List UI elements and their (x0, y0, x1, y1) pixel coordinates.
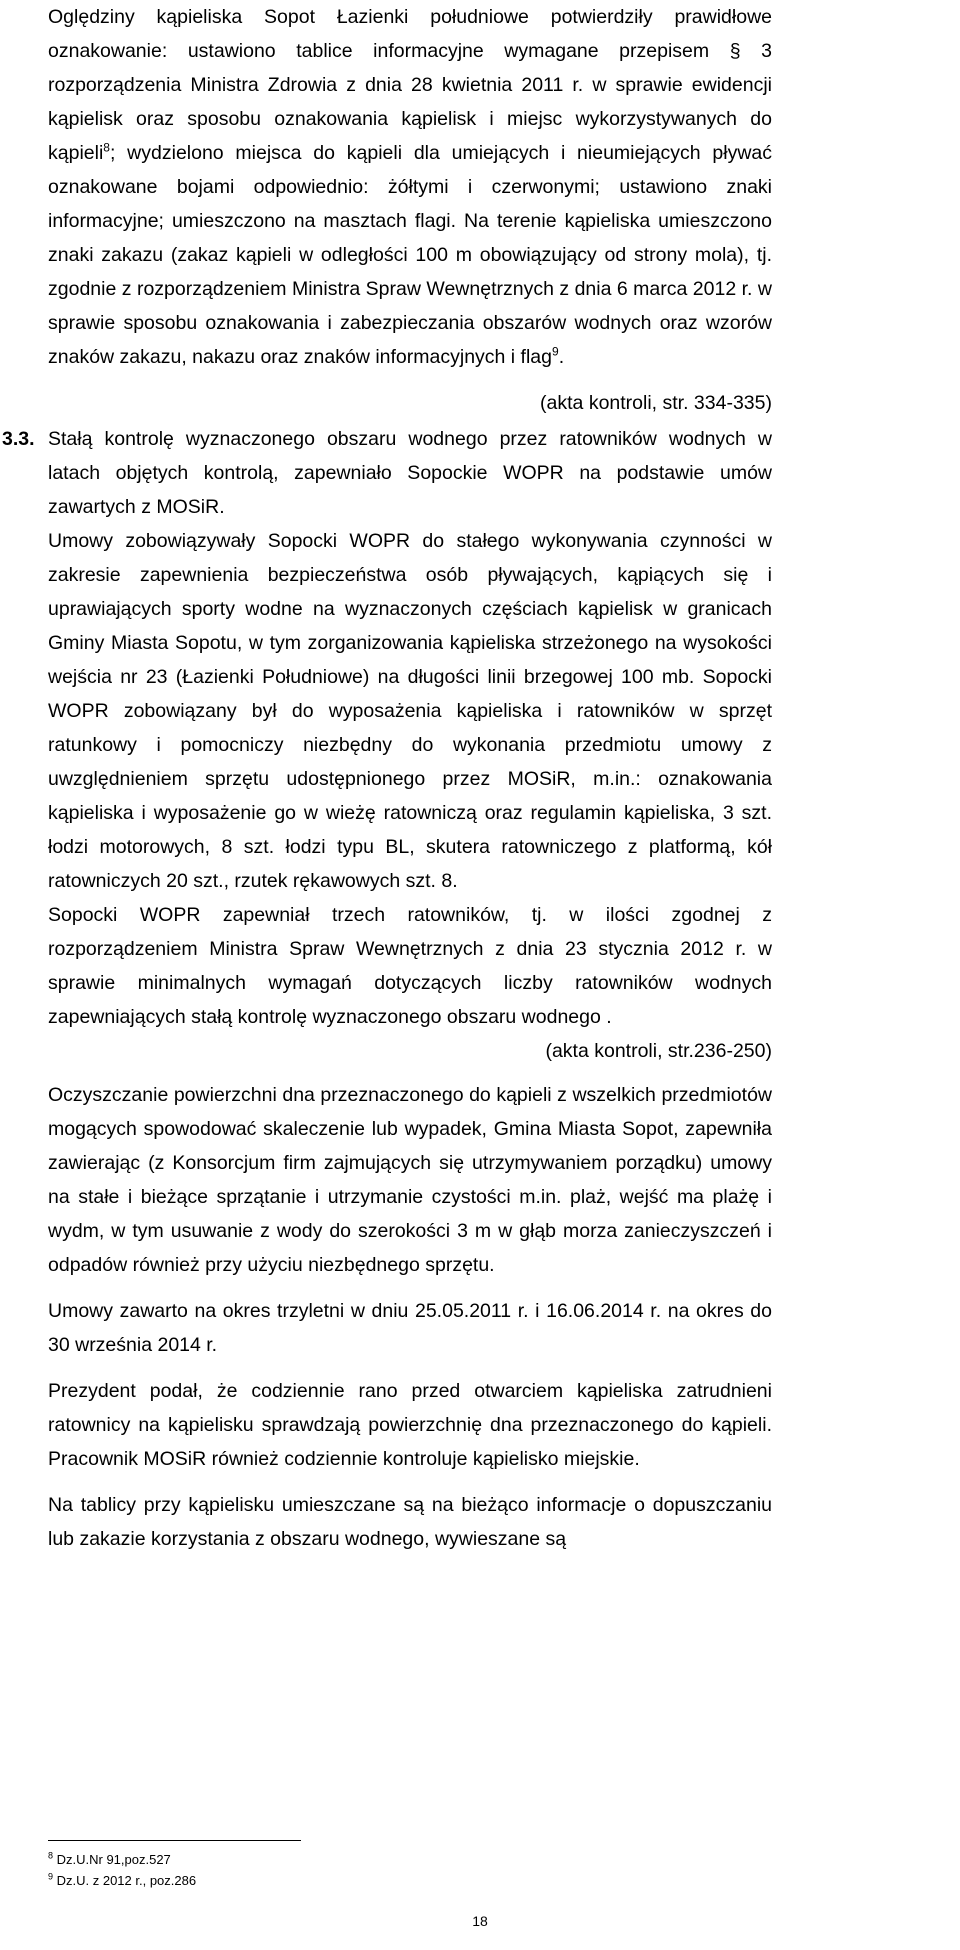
footnotes (48, 1840, 848, 1891)
section-number: 3.3. (2, 428, 35, 450)
footnote-text: Dz.U. z 2012 r., poz.286 (53, 1873, 197, 1888)
footnote-9 (48, 1870, 848, 1891)
footnote-ref-8: 8 (103, 140, 110, 155)
paragraph-inspection-text-c: . (558, 346, 565, 368)
paragraph-cleaning: Oczyszczanie powierzchni dna przeznaczonego do kąpieli z wszelkich przedmiotów mogących spowodować skaleczenie lub wypadek, Gmina Miasta Sopot, zapewniła zawierając (z Konsorcjum firm zajmujących się utrzymywaniem porządku) umowy na stałe i bieżące sprzątanie i utrzymanie czystości m.in. plaż, wejść ma plażę i wydm, w tym usuwanie z wody do szerokości 3 m w głąb morza zanieczyszczeń i odpadów również przy użyciu niezbędnego sprzętu. (48, 1084, 772, 1276)
paragraph-contract-period: Umowy zawarto na okres trzyletni w dniu 25.05.2011 r. i 16.06.2014 r. na okres do 30 września 2014 r. (48, 1300, 772, 1356)
paragraph-wopr-control: Stałą kontrolę wyznaczonego obszaru wodnego przez ratowników wodnych w latach objętych kontrolą, zapewniało Sopockie WOPR na podstawie umów zawartych z MOSiR. (48, 428, 772, 518)
footnote-8 (48, 1849, 848, 1870)
page-number: 18 (472, 1913, 488, 1929)
paragraph-inspection (48, 0, 772, 374)
paragraph-inspection-text-b: ; wydzielono miejsca do kąpieli dla umiejących i nieumiejących pływać oznakowane bojami odpowiednio: żółtymi i czerwonymi; ustawiono znaki informacyjne; umieszczono na masztach flagi. Na terenie kąpieliska umieszczono znaki zakazu (zakaz kąpieli w odległości 100 m obowiązujący od strony mola), tj. zgodnie z rozporządzeniem Ministra Spraw Wewnętrznych z dnia 6 marca 2012 r. w sprawie sposobu oznakowania i zabezpieczania obszarów wodnych oraz wzorów znaków zakazu, nakazu oraz znaków informacyjnych i flag (48, 142, 772, 368)
section-3-3 (2, 422, 772, 524)
reference-files-2: (akta kontroli, str.236-250) (545, 1040, 772, 1062)
reference-files-1: (akta kontroli, str. 334-335) (540, 392, 772, 414)
paragraph-president: Prezydent podał, że codziennie rano przed otwarciem kąpieliska zatrudnieni ratownicy na kąpielisku sprawdzają powierzchnię dna przeznaczonego do kąpieli. Pracownik MOSiR również codziennie kontroluje kąpielisko miejskie. (48, 1380, 772, 1470)
paragraph-lifeguards: Sopocki WOPR zapewniał trzech ratowników, tj. w ilości zgodnej z rozporządzeniem Ministra Spraw Wewnętrznych z dnia 23 stycznia 2012 r. w sprawie minimalnych wymagań dotyczących liczby ratowników wodnych zapewniających stałą kontrolę wyznaczonego obszaru wodnego . (48, 904, 772, 1028)
footnote-divider (48, 1840, 301, 1841)
footnote-text: Dz.U.Nr 91,poz.527 (53, 1852, 171, 1867)
footnote-mark: 8 (48, 1850, 54, 1861)
paragraph-contracts: Umowy zobowiązywały Sopocki WOPR do stałego wykonywania czynności w zakresie zapewnienia bezpieczeństwa osób pływających, kąpiących się i uprawiających sporty wodne na wyznaczonych częściach kąpielisk w granicach Gminy Miasta Sopotu, w tym zorganizowania kąpieliska strzeżonego na wysokości wejścia nr 23 (Łazienki Południowe) na długości linii brzegowej 100 mb. Sopocki WOPR zobowiązany był do wyposażenia kąpieliska i ratowników w sprzęt ratunkowy i pomocniczy niezbędny do wykonania przedmiotu umowy z uwzględnieniem sprzętu udostępnionego przez MOSiR, m.in.: oznakowania kąpieliska i wyposażenie go w wieżę ratowniczą oraz regulamin kąpieliska, 3 szt. łodzi motorowych, 8 szt. łodzi typu BL, skutera ratowniczego z platformą, kół ratowniczych 20 szt., rzutek rękawowych szt. 8. (48, 530, 772, 892)
paragraph-inspection-text-a: Oględziny kąpieliska Sopot Łazienki południowe potwierdziły prawidłowe oznakowanie: ustawiono tablice informacyjne wymagane przepisem § 3 rozporządzenia Ministra Zdrowia z dnia 28 kwietnia 2011 r. w sprawie ewidencji kąpielisk oraz sposobu oznakowania kąpielisk i miejsc wykorzystywanych do kąpieli (48, 6, 772, 164)
paragraph-notice-board: Na tablicy przy kąpielisku umieszczane są na bieżąco informacje o dopuszczaniu lub zakazie korzystania z obszaru wodnego, wywieszane są (48, 1494, 772, 1550)
footnote-ref-9: 9 (552, 344, 559, 359)
document-page (2, 0, 772, 1888)
footnote-mark: 9 (48, 1871, 54, 1882)
